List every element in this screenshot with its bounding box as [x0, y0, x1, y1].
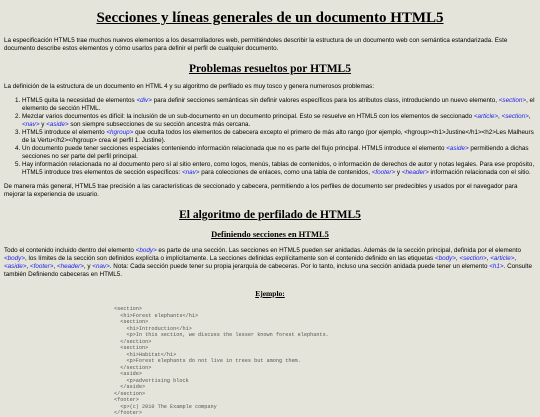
element-tag: <div> [136, 97, 152, 104]
text-run: , [26, 263, 30, 270]
element-tag: <body> [4, 255, 26, 262]
text-run: , [528, 113, 531, 120]
section-heading-problems: Problemas resueltos por HTML5 [189, 63, 351, 75]
code-example: <section> <h1>Forest elephants</h1> <section> <h1>Introduction</h1> <p>In this section, we discuss the lesser known forest elephants. </section> <section> <h1>Habitat</h1> <p>Forest elephants do not live in trees but among them. </section> <aside> <p>advertising block </aside> </section> <footer> <p>(c) 2010 The Example company </footer> [114, 306, 329, 416]
element-tag: <body> [434, 255, 456, 262]
element-tag: <header> [56, 263, 84, 270]
element-tag: <section> [501, 113, 529, 120]
text-run: , [514, 255, 517, 262]
text-run: son siempre subsecciones de su sección ancestra más cercana. [68, 121, 251, 128]
problems-list [4, 97, 536, 177]
text-run: , los límites de la sección son definidos explícita o implícitamente. La secciones definidas explícitamente son el contenido definido en las etiquetas [25, 255, 435, 262]
element-tag: <article> [473, 113, 499, 120]
element-tag: <aside> [4, 263, 27, 270]
text-run: permitiendo a dichas secciones no ser parte del perfil principal. [22, 145, 529, 160]
text-run: Mezclar varios documentos es difícil: la inclusión de un sub-documento en un documento principal. Esto se resuelve en HTML5 con los elementos de seccionado [22, 113, 474, 120]
problems-closing: De manera más general, HTML5 trae precisión a las características de seccionado y cabecera, permitiendo a los perfiles de documento ser predecibles y usados por el navegador para mejorar la experiencia de usuario. [4, 183, 518, 198]
element-tag: <nav> [92, 263, 110, 270]
list-item [22, 145, 536, 161]
element-tag: <nav> [181, 169, 200, 176]
element-tag: <body> [135, 247, 157, 254]
element-tag: <hgroup> [106, 129, 134, 136]
text-run: Hay información relacionada no al documento pero sí al sitio entero, como logos, menús, tablas de contenidos, o información de derechos de autor y notas legales. Para ese propósito, HTML5 introduce tres elementos de sección específicos: [22, 161, 535, 176]
element-tag: <footer> [371, 169, 396, 176]
element-tag: <header> [401, 169, 429, 176]
text-run: , [455, 255, 460, 262]
text-run: , [486, 255, 491, 262]
text-run: Todo el contenido incluido dentro del elemento [4, 247, 136, 254]
text-run: que oculta todos los elementos de cabecera excepto el primero de más alto rango (por ejemplo, <hgroup><h1>Justine</h1><h2>Les Malheurs de la Vertu</h2></hgroup> crea el perfil 1. Justine). [22, 129, 534, 144]
text-run: Un documento puede tener secciones especiales conteniendo información relacionada que no es parte del flujo principal. HTML5 introduce el elemento [22, 145, 447, 152]
text-run: HTML5 quita la necesidad de elementos [22, 97, 137, 104]
element-tag: <footer> [29, 263, 54, 270]
element-tag: <h1> [489, 263, 504, 270]
text-run: . Nota: Cada sección puede tener su propia jerarquía de cabeceras. Por lo tanto, incluso una sección anidada puede tener un elemento [109, 263, 490, 270]
text-run: . Consulte también Definiendo cabeceras en HTML5. [4, 263, 532, 278]
problems-lead: La definición de la estructura de un documento en HTML 4 y su algoritmo de perfilado es muy tosco y genera numerosos problemas: [4, 83, 375, 90]
element-tag: <aside> [46, 121, 69, 128]
example-heading: Ejemplo: [255, 289, 285, 298]
defining-sections-paragraph [4, 247, 536, 279]
list-item [22, 113, 536, 129]
list-item [22, 97, 536, 113]
intro-paragraph: La especificación HTML5 trae muchos nuevos elementos a los desarrolladores web, permitiéndoles describir la estructura de un documento web con semántica estandarizada. Este documento describe estos elementos y cómo usarlos para definir el perfil de cualquier documento. [4, 37, 508, 52]
list-item [22, 129, 536, 145]
text-run: es parte de una sección. Las secciones en HTML5 pueden ser anidadas. Además de la sección principal, definida por el elemento [156, 247, 522, 254]
section-heading-algorithm: El algoritmo de perfilado de HTML5 [179, 209, 361, 221]
element-tag: <aside> [446, 145, 469, 152]
element-tag: <article> [490, 255, 515, 262]
subheading-defining-sections: Definiendo secciones en HTML5 [211, 229, 329, 239]
text-run: y [39, 121, 47, 128]
element-tag: <section> [498, 97, 527, 104]
text-run: HTML5 introduce el elemento [22, 129, 107, 136]
text-run: , [498, 113, 502, 120]
text-run: y [395, 169, 402, 176]
page-title: Secciones y líneas generales de un documento HTML5 [96, 10, 444, 26]
text-run: para definir secciones semánticas sin definir valores específicos para los atributos class, introduciendo un nuevo elemento, [151, 97, 499, 104]
text-run: , y [83, 263, 93, 270]
text-run: para colecciones de enlaces, como una tabla de contenidos, [199, 169, 372, 176]
text-run: , el elemento de sección HTML. [22, 97, 535, 112]
text-run: información relacionada con el sitio. [428, 169, 531, 176]
element-tag: <section> [459, 255, 487, 262]
list-item [22, 161, 536, 177]
element-tag: <nav> [22, 121, 40, 128]
text-run: , [53, 263, 57, 270]
